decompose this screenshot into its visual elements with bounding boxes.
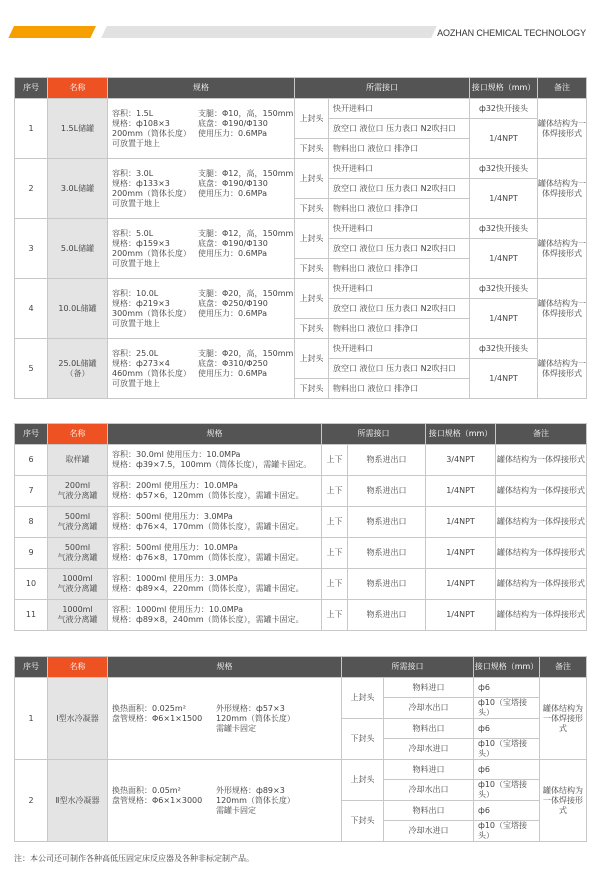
item-name-cell bbox=[48, 99, 108, 159]
item-name-suffix: 气液分离罐 bbox=[57, 553, 98, 562]
remark-cell: 罐体结构为一体焊接形式 bbox=[540, 760, 587, 842]
spec-length: 200mm（筒体长度） bbox=[112, 128, 191, 138]
spec-base: 底盘：Φ310/Φ250 bbox=[198, 358, 268, 368]
tank-table bbox=[14, 77, 587, 399]
item-name-cell bbox=[48, 159, 108, 219]
item-name-cell bbox=[48, 538, 108, 569]
spec-size: 规格：ф76×8，170mm（筒体长度），需罐卡固定。 bbox=[112, 553, 304, 562]
port-spec-2: ф10（宝塔接头） bbox=[474, 780, 540, 801]
spec-cell bbox=[108, 445, 322, 476]
port-spec-quick: ф32快开接头 bbox=[470, 339, 538, 359]
spec-legs: 支腿：Φ10，高，150mm bbox=[198, 108, 294, 118]
item-name: 1000ml bbox=[62, 574, 93, 583]
row-number: 8 bbox=[15, 507, 48, 538]
spec-legs: 支腿：Φ20，高，150mm bbox=[198, 288, 294, 298]
spec-size: 规格：ф89×8，240mm（筒体长度），需罐卡固定。 bbox=[112, 615, 304, 624]
row-number: 1 bbox=[15, 99, 48, 159]
spec-base: 底盘：Φ190/Φ130 bbox=[198, 178, 268, 188]
table-row bbox=[15, 279, 587, 299]
upper-head-label: 上封头 bbox=[295, 279, 329, 319]
port-spec: 1/4NPT bbox=[426, 569, 496, 600]
spec-placement: 可放置于地上 bbox=[112, 378, 160, 388]
spec-length: 300mm（筒体长度） bbox=[112, 308, 191, 318]
table-row bbox=[15, 760, 587, 780]
spec-size: 规格：ф159×3 bbox=[112, 238, 170, 248]
port-water-out: 冷却水出口 bbox=[384, 780, 474, 801]
item-name-cell bbox=[48, 445, 108, 476]
spec-size: 规格：ф76×4，170mm（筒体长度），需罐卡固定。 bbox=[112, 522, 304, 531]
spec-size: 规格：ф219×3 bbox=[112, 298, 170, 308]
port-lower-list: 物料出口 液位口 排净口 bbox=[329, 199, 470, 219]
orange-stripe bbox=[8, 26, 96, 38]
item-name-cell bbox=[48, 507, 108, 538]
brand-name: AOZHAN CHEMICAL TECHNOLOGY bbox=[437, 28, 586, 38]
item-name: 500ml bbox=[64, 512, 91, 521]
row-number: 3 bbox=[15, 219, 48, 279]
lower-head-label: 下封头 bbox=[295, 259, 329, 279]
spec-volume: 容积：500ml 使用压力：3.0MPa bbox=[112, 512, 233, 521]
header-no: 序号 bbox=[15, 424, 48, 445]
header-name: 名称 bbox=[48, 78, 108, 99]
remark-cell: 罐体结构为一体焊接形式 bbox=[496, 507, 587, 538]
port-location: 上下 bbox=[322, 507, 348, 538]
condenser-table bbox=[14, 656, 587, 842]
spec-cell bbox=[108, 279, 295, 339]
upper-head-label: 上封头 bbox=[295, 99, 329, 139]
row-number: 7 bbox=[15, 476, 48, 507]
header-ports: 所需接口 bbox=[295, 78, 470, 99]
spec-length: 200mm（筒体长度） bbox=[112, 188, 191, 198]
port-material-out: 物料出口 bbox=[384, 801, 474, 821]
spec-coil: 盘管规格：Φ6×1×1500 bbox=[112, 713, 203, 723]
header-no: 序号 bbox=[15, 78, 48, 99]
remark-cell: 罐体结构为一体焊接形式 bbox=[538, 159, 587, 219]
spec-pressure: 使用压力：0.6MPa bbox=[198, 368, 267, 378]
spec-size: 外形规格：ф89×3 bbox=[216, 785, 285, 795]
port-upper-list: 放空口 液位口 压力表口 N2吹扫口 bbox=[329, 179, 470, 199]
port-upper-list: 放空口 液位口 压力表口 N2吹扫口 bbox=[329, 239, 470, 259]
spec-volume: 容积：30.0ml 使用压力：10.0MPa bbox=[112, 450, 241, 459]
spec-base: 底盘：Φ250/Φ190 bbox=[198, 298, 268, 308]
remark-cell: 罐体结构为一体焊接形式 bbox=[538, 219, 587, 279]
remark-cell: 罐体结构为一体焊接形式 bbox=[496, 445, 587, 476]
upper-head-label: 上封头 bbox=[295, 159, 329, 199]
upper-head-label: 上封头 bbox=[295, 219, 329, 259]
port-spec: 1/4NPT bbox=[426, 600, 496, 631]
spec-placement: 可放置于地上 bbox=[112, 198, 160, 208]
remark-cell: 罐体结构为一体焊接形式 bbox=[540, 678, 587, 760]
spec-cell bbox=[108, 569, 322, 600]
port-quick-feed: 快开进料口 bbox=[329, 159, 470, 179]
table-row bbox=[15, 219, 587, 239]
table-row bbox=[15, 678, 587, 698]
item-name: Ⅰ型水冷凝器 bbox=[48, 678, 108, 760]
spec-placement: 可放置于地上 bbox=[112, 318, 160, 328]
port-spec: 1/4NPT bbox=[426, 538, 496, 569]
spec-cell bbox=[108, 678, 342, 760]
header-spec: 规格 bbox=[108, 78, 295, 99]
spec-size: 规格：ф108×3 bbox=[112, 118, 170, 128]
remark-cell: 罐体结构为一体焊接形式 bbox=[496, 538, 587, 569]
port-spec-3: ф6 bbox=[474, 801, 540, 821]
item-name-suffix: 气液分离罐 bbox=[57, 522, 98, 531]
header-port-spec: 接口规格（mm） bbox=[474, 657, 540, 678]
item-name: 1.5L储罐 bbox=[60, 123, 95, 133]
item-name: 3.0L储罐 bbox=[60, 183, 95, 193]
spec-length: 120mm（筒体长度） bbox=[216, 795, 295, 805]
row-number: 2 bbox=[15, 159, 48, 219]
port-lower-list: 物料出口 液位口 排净口 bbox=[329, 379, 470, 399]
port-spec-1: ф6 bbox=[474, 760, 540, 780]
header-port-spec: 接口规格（mm） bbox=[426, 424, 496, 445]
port-spec-1: ф6 bbox=[474, 678, 540, 698]
header-name: 名称 bbox=[48, 424, 108, 445]
header-remark: 备注 bbox=[496, 424, 587, 445]
spec-volume: 容积：200ml 使用压力：10.0MPa bbox=[112, 481, 238, 490]
port-name: 物系进出口 bbox=[348, 507, 426, 538]
item-name-cell bbox=[48, 569, 108, 600]
port-upper-list: 放空口 液位口 压力表口 N2吹扫口 bbox=[329, 299, 470, 319]
spec-base: 底盘：Φ190/Φ130 bbox=[198, 238, 268, 248]
port-spec-npt: 1/4NPT bbox=[470, 239, 538, 279]
port-spec-quick: ф32快开接头 bbox=[470, 159, 538, 179]
port-spec-npt: 1/4NPT bbox=[470, 119, 538, 159]
lower-head-label: 下封头 bbox=[295, 379, 329, 399]
port-material-in: 物料进口 bbox=[384, 760, 474, 780]
port-name: 物系进出口 bbox=[348, 538, 426, 569]
spec-cell bbox=[108, 507, 322, 538]
item-name-suffix: 气液分离罐 bbox=[57, 584, 98, 593]
remark-cell: 罐体结构为一体焊接形式 bbox=[496, 569, 587, 600]
port-location: 上下 bbox=[322, 476, 348, 507]
spec-volume: 容积：500ml 使用压力：10.0MPa bbox=[112, 543, 238, 552]
port-quick-feed: 快开进料口 bbox=[329, 279, 470, 299]
spec-base: 底盘：Φ190/Φ130 bbox=[198, 118, 268, 128]
header-spec: 规格 bbox=[108, 424, 322, 445]
header-ports: 所需接口 bbox=[342, 657, 474, 678]
item-name-cell bbox=[48, 476, 108, 507]
item-name: 500ml bbox=[64, 543, 91, 552]
spec-cell bbox=[108, 159, 295, 219]
upper-head-label: 上封头 bbox=[342, 678, 384, 719]
header-remark: 备注 bbox=[540, 657, 587, 678]
spec-cell bbox=[108, 538, 322, 569]
port-water-in: 冷却水进口 bbox=[384, 821, 474, 842]
header-ports: 所需接口 bbox=[322, 424, 426, 445]
spec-placement: 可放置于地上 bbox=[112, 138, 160, 148]
spec-cell bbox=[108, 339, 295, 399]
row-number: 9 bbox=[15, 538, 48, 569]
spec-volume: 容积：10.0L bbox=[112, 288, 159, 298]
spec-length: 120mm（筒体长度） bbox=[216, 713, 295, 723]
row-number: 5 bbox=[15, 339, 48, 399]
item-name-cell bbox=[48, 339, 108, 399]
spec-volume: 容积：1.5L bbox=[112, 108, 154, 118]
port-spec-quick: ф32快开接头 bbox=[470, 219, 538, 239]
item-name: 取样罐 bbox=[65, 455, 90, 464]
item-name-suffix: 气液分离罐 bbox=[57, 491, 98, 500]
table-row bbox=[15, 600, 587, 631]
port-spec-npt: 1/4NPT bbox=[470, 359, 538, 399]
port-spec-npt: 1/4NPT bbox=[470, 299, 538, 339]
row-number: 4 bbox=[15, 279, 48, 339]
remark-cell: 罐体结构为一体焊接形式 bbox=[538, 99, 587, 159]
separator-table bbox=[14, 423, 587, 631]
row-number: 1 bbox=[15, 678, 48, 760]
port-spec-npt: 1/4NPT bbox=[470, 179, 538, 219]
lower-head-label: 下封头 bbox=[342, 719, 384, 760]
lower-head-label: 下封头 bbox=[342, 801, 384, 842]
row-number: 2 bbox=[15, 760, 48, 842]
port-spec: 3/4NPT bbox=[426, 445, 496, 476]
spec-pressure: 使用压力：0.6MPa bbox=[198, 188, 267, 198]
spec-volume: 容积：25.0L bbox=[112, 348, 159, 358]
spec-size: 规格：ф39×7.5，100mm（筒体长度），需罐卡固定。 bbox=[112, 460, 312, 469]
spec-pressure: 使用压力：0.6MPa bbox=[198, 248, 267, 258]
upper-head-label: 上封头 bbox=[295, 339, 329, 379]
port-lower-list: 物料出口 液位口 排净口 bbox=[329, 319, 470, 339]
table-row bbox=[15, 538, 587, 569]
table-row bbox=[15, 99, 587, 119]
spec-placement: 可放置于地上 bbox=[112, 258, 160, 268]
port-name: 物系进出口 bbox=[348, 476, 426, 507]
header-remark: 备注 bbox=[538, 78, 587, 99]
table-row bbox=[15, 476, 587, 507]
remark-cell: 罐体结构为一体焊接形式 bbox=[538, 339, 587, 399]
grey-stripe bbox=[101, 26, 437, 38]
spec-area: 换热面积：0.025m² bbox=[112, 703, 186, 713]
lower-head-label: 下封头 bbox=[295, 199, 329, 219]
header-name: 名称 bbox=[48, 657, 108, 678]
port-location: 上下 bbox=[322, 538, 348, 569]
port-material-in: 物料进口 bbox=[384, 678, 474, 698]
port-upper-list: 放空口 液位口 压力表口 N2吹扫口 bbox=[329, 359, 470, 379]
spec-pressure: 使用压力：0.6MPa bbox=[198, 308, 267, 318]
table-row bbox=[15, 507, 587, 538]
item-name: 200ml bbox=[64, 481, 91, 490]
footnote: 注：本公司还可制作各种高低压固定床反应器及各种非标定制产品。 bbox=[14, 854, 254, 863]
port-name: 物系进出口 bbox=[348, 445, 426, 476]
item-name: 1000ml bbox=[62, 605, 93, 614]
spec-volume: 容积：1000ml 使用压力：3.0MPa bbox=[112, 574, 238, 583]
spec-length: 460mm（筒体长度） bbox=[112, 368, 191, 378]
header-no: 序号 bbox=[15, 657, 48, 678]
spec-mount: 需罐卡固定 bbox=[216, 723, 256, 733]
spec-coil: 盘管规格：Φ6×1×3000 bbox=[112, 795, 203, 805]
item-name-cell bbox=[48, 279, 108, 339]
item-name: 5.0L储罐 bbox=[60, 243, 95, 253]
spec-legs: 支腿：Φ12，高，150mm bbox=[198, 168, 294, 178]
port-spec-3: ф6 bbox=[474, 719, 540, 739]
lower-head-label: 下封头 bbox=[295, 139, 329, 159]
table-row bbox=[15, 445, 587, 476]
header-spec: 规格 bbox=[108, 657, 342, 678]
remark-cell: 罐体结构为一体焊接形式 bbox=[496, 600, 587, 631]
spec-volume: 容积：1000ml 使用压力：10.0MPa bbox=[112, 605, 243, 614]
port-upper-list: 放空口 液位口 压力表口 N2吹扫口 bbox=[329, 119, 470, 139]
item-name-cell bbox=[48, 219, 108, 279]
item-name-suffix: 气液分离罐 bbox=[57, 615, 98, 624]
lower-head-label: 下封头 bbox=[295, 319, 329, 339]
table-row bbox=[15, 159, 587, 179]
row-number: 11 bbox=[15, 600, 48, 631]
port-lower-list: 物料出口 液位口 排净口 bbox=[329, 259, 470, 279]
item-name: 10.0L储罐 bbox=[58, 303, 97, 313]
port-quick-feed: 快开进料口 bbox=[329, 219, 470, 239]
port-name: 物系进出口 bbox=[348, 569, 426, 600]
port-location: 上下 bbox=[322, 569, 348, 600]
spec-size: 规格：ф133×3 bbox=[112, 178, 170, 188]
port-material-out: 物料出口 bbox=[384, 719, 474, 739]
item-name: Ⅱ型水冷凝器 bbox=[48, 760, 108, 842]
spec-legs: 支腿：Φ12，高，150mm bbox=[198, 228, 294, 238]
item-name: 25.0L储罐 bbox=[58, 358, 97, 368]
spec-cell bbox=[108, 99, 295, 159]
item-name-cell bbox=[48, 600, 108, 631]
port-spec-4: ф10（宝塔接头） bbox=[474, 821, 540, 842]
port-quick-feed: 快开进料口 bbox=[329, 99, 470, 119]
port-spec: 1/4NPT bbox=[426, 476, 496, 507]
table-row bbox=[15, 339, 587, 359]
port-quick-feed: 快开进料口 bbox=[329, 339, 470, 359]
spec-area: 换热面积：0.05m² bbox=[112, 785, 181, 795]
table-header bbox=[15, 78, 587, 99]
port-lower-list: 物料出口 液位口 排净口 bbox=[329, 139, 470, 159]
port-spec: 1/4NPT bbox=[426, 507, 496, 538]
spec-length: 200mm（筒体长度） bbox=[112, 248, 191, 258]
remark-cell: 罐体结构为一体焊接形式 bbox=[496, 476, 587, 507]
spec-volume: 容积：5.0L bbox=[112, 228, 154, 238]
spec-size: 外形规格：ф57×3 bbox=[216, 703, 285, 713]
header-port-spec: 接口规格（mm） bbox=[470, 78, 538, 99]
spec-size: 规格：ф57×6，120mm（筒体长度），需罐卡固定。 bbox=[112, 491, 304, 500]
port-water-in: 冷却水进口 bbox=[384, 739, 474, 760]
port-location: 上下 bbox=[322, 600, 348, 631]
spec-cell bbox=[108, 476, 322, 507]
port-location: 上下 bbox=[322, 445, 348, 476]
spec-legs: 支腿：Φ20，高，150mm bbox=[198, 348, 294, 358]
spec-cell bbox=[108, 219, 295, 279]
row-number: 10 bbox=[15, 569, 48, 600]
port-spec-2: ф10（宝塔接头） bbox=[474, 698, 540, 719]
spec-size: 规格：ф89×4，220mm（筒体长度），需罐卡固定。 bbox=[112, 584, 304, 593]
spec-cell bbox=[108, 600, 322, 631]
spec-size: 规格：ф273×4 bbox=[112, 358, 170, 368]
table-header bbox=[15, 424, 587, 445]
port-name: 物系进出口 bbox=[348, 600, 426, 631]
port-spec-quick: ф32快开接头 bbox=[470, 99, 538, 119]
row-number: 6 bbox=[15, 445, 48, 476]
port-spec-4: ф10（宝塔接头） bbox=[474, 739, 540, 760]
port-spec-quick: ф32快开接头 bbox=[470, 279, 538, 299]
table-row bbox=[15, 569, 587, 600]
item-name-suffix: （备） bbox=[65, 368, 90, 378]
port-water-out: 冷却水出口 bbox=[384, 698, 474, 719]
upper-head-label: 上封头 bbox=[342, 760, 384, 801]
spec-cell bbox=[108, 760, 342, 842]
spec-volume: 容积：3.0L bbox=[112, 168, 154, 178]
table-header bbox=[15, 657, 587, 678]
spec-mount: 需罐卡固定 bbox=[216, 805, 256, 815]
remark-cell: 罐体结构为一体焊接形式 bbox=[538, 279, 587, 339]
spec-pressure: 使用压力：0.6MPa bbox=[198, 128, 267, 138]
